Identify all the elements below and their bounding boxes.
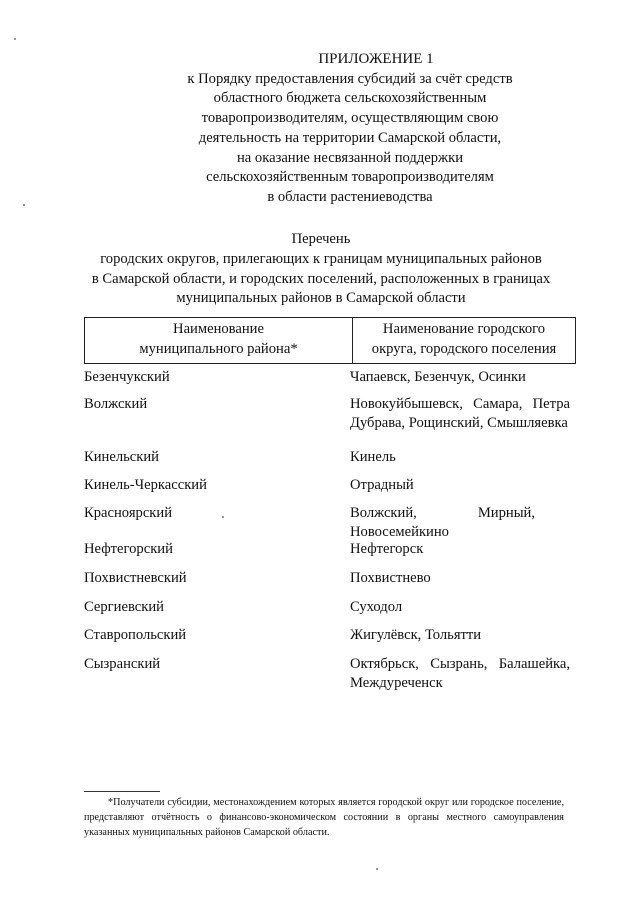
district-name: Похвистневский xyxy=(84,570,187,586)
header-line: округа, городского поселения xyxy=(371,340,557,357)
settlement-names: Новокуйбышевск, Самара, Петра Дубрава, Рощинский, Смышляевка xyxy=(350,396,570,431)
settlement-names: Чапаевск, Безенчук, Осинки xyxy=(350,369,526,385)
district-name: Сызранский xyxy=(84,656,161,672)
header-district xyxy=(85,318,353,364)
settlement-names: Суходол xyxy=(350,599,403,615)
settlement-names: Нефтегорск xyxy=(350,541,424,557)
district-name: Кинельский xyxy=(84,449,159,465)
header-line: муниципального района* xyxy=(139,340,298,357)
district-name: Волжский xyxy=(84,396,148,412)
settlement-names: Похвистнево xyxy=(350,570,431,586)
annex-line: деятельность на территории Самарской области, xyxy=(198,129,502,146)
settlement-names: Отрадный xyxy=(350,477,414,493)
footnote-separator xyxy=(84,791,160,792)
scan-speck xyxy=(14,38,16,40)
district-name: Сергиевский xyxy=(84,599,164,615)
header-line: Наименование городского xyxy=(382,321,546,337)
list-title-line: городских округов, прилегающих к границам муниципальных районов xyxy=(100,250,542,267)
annex-line: на оказание несвязанной поддержки xyxy=(236,149,464,166)
district-name: Безенчукский xyxy=(84,369,170,385)
district-name: Кинель-Черкасский xyxy=(84,477,207,493)
annex-title: ПРИЛОЖЕНИЕ 1 xyxy=(318,51,434,67)
scan-speck xyxy=(23,204,25,206)
annex-line: к Порядку предоставления субсидий за счёт средств xyxy=(187,70,513,87)
list-title-line: муниципальных районов в Самарской области xyxy=(176,290,466,307)
scan-speck xyxy=(222,516,224,518)
list-title-block xyxy=(60,230,582,309)
settlement-names: Волжский, Мирный, Новосемейкино xyxy=(350,505,535,540)
header-line: Наименование xyxy=(173,321,264,337)
settlement-names: Жигулёвск, Тольятти xyxy=(350,627,482,643)
table-header-row xyxy=(85,318,576,364)
annex-line: товаропроизводителям, осуществляющим свою xyxy=(201,110,499,127)
header-settlement xyxy=(353,318,576,364)
list-title-line: в Самарской области, и городских поселений, расположенных в границах xyxy=(91,270,551,287)
annex-block xyxy=(150,50,550,208)
annex-line: в области растениеводства xyxy=(267,188,433,205)
district-name: Нефтегорский xyxy=(84,541,173,557)
annex-line: областного бюджета сельскохозяйственным xyxy=(213,90,487,107)
list-heading: Перечень xyxy=(291,231,351,247)
settlement-names: Октябрьск, Сызрань, Балашейка, Междуреченск xyxy=(350,656,570,691)
district-name: Красноярский xyxy=(84,505,173,521)
settlement-names: Кинель xyxy=(350,449,396,465)
list-table-header xyxy=(84,317,576,364)
district-name: Ставропольский xyxy=(84,627,187,643)
scan-speck xyxy=(376,868,378,870)
annex-line: сельскохозяйственным товаропроизводителям xyxy=(206,169,494,186)
footnote-text: *Получатели субсидии, местонахождением которых является городской округ или городское поселение, представляют отчётность о финансово-экономическом состоянии в органы местного самоуправления указанных муниципальных районов Самарской области. xyxy=(84,797,564,838)
